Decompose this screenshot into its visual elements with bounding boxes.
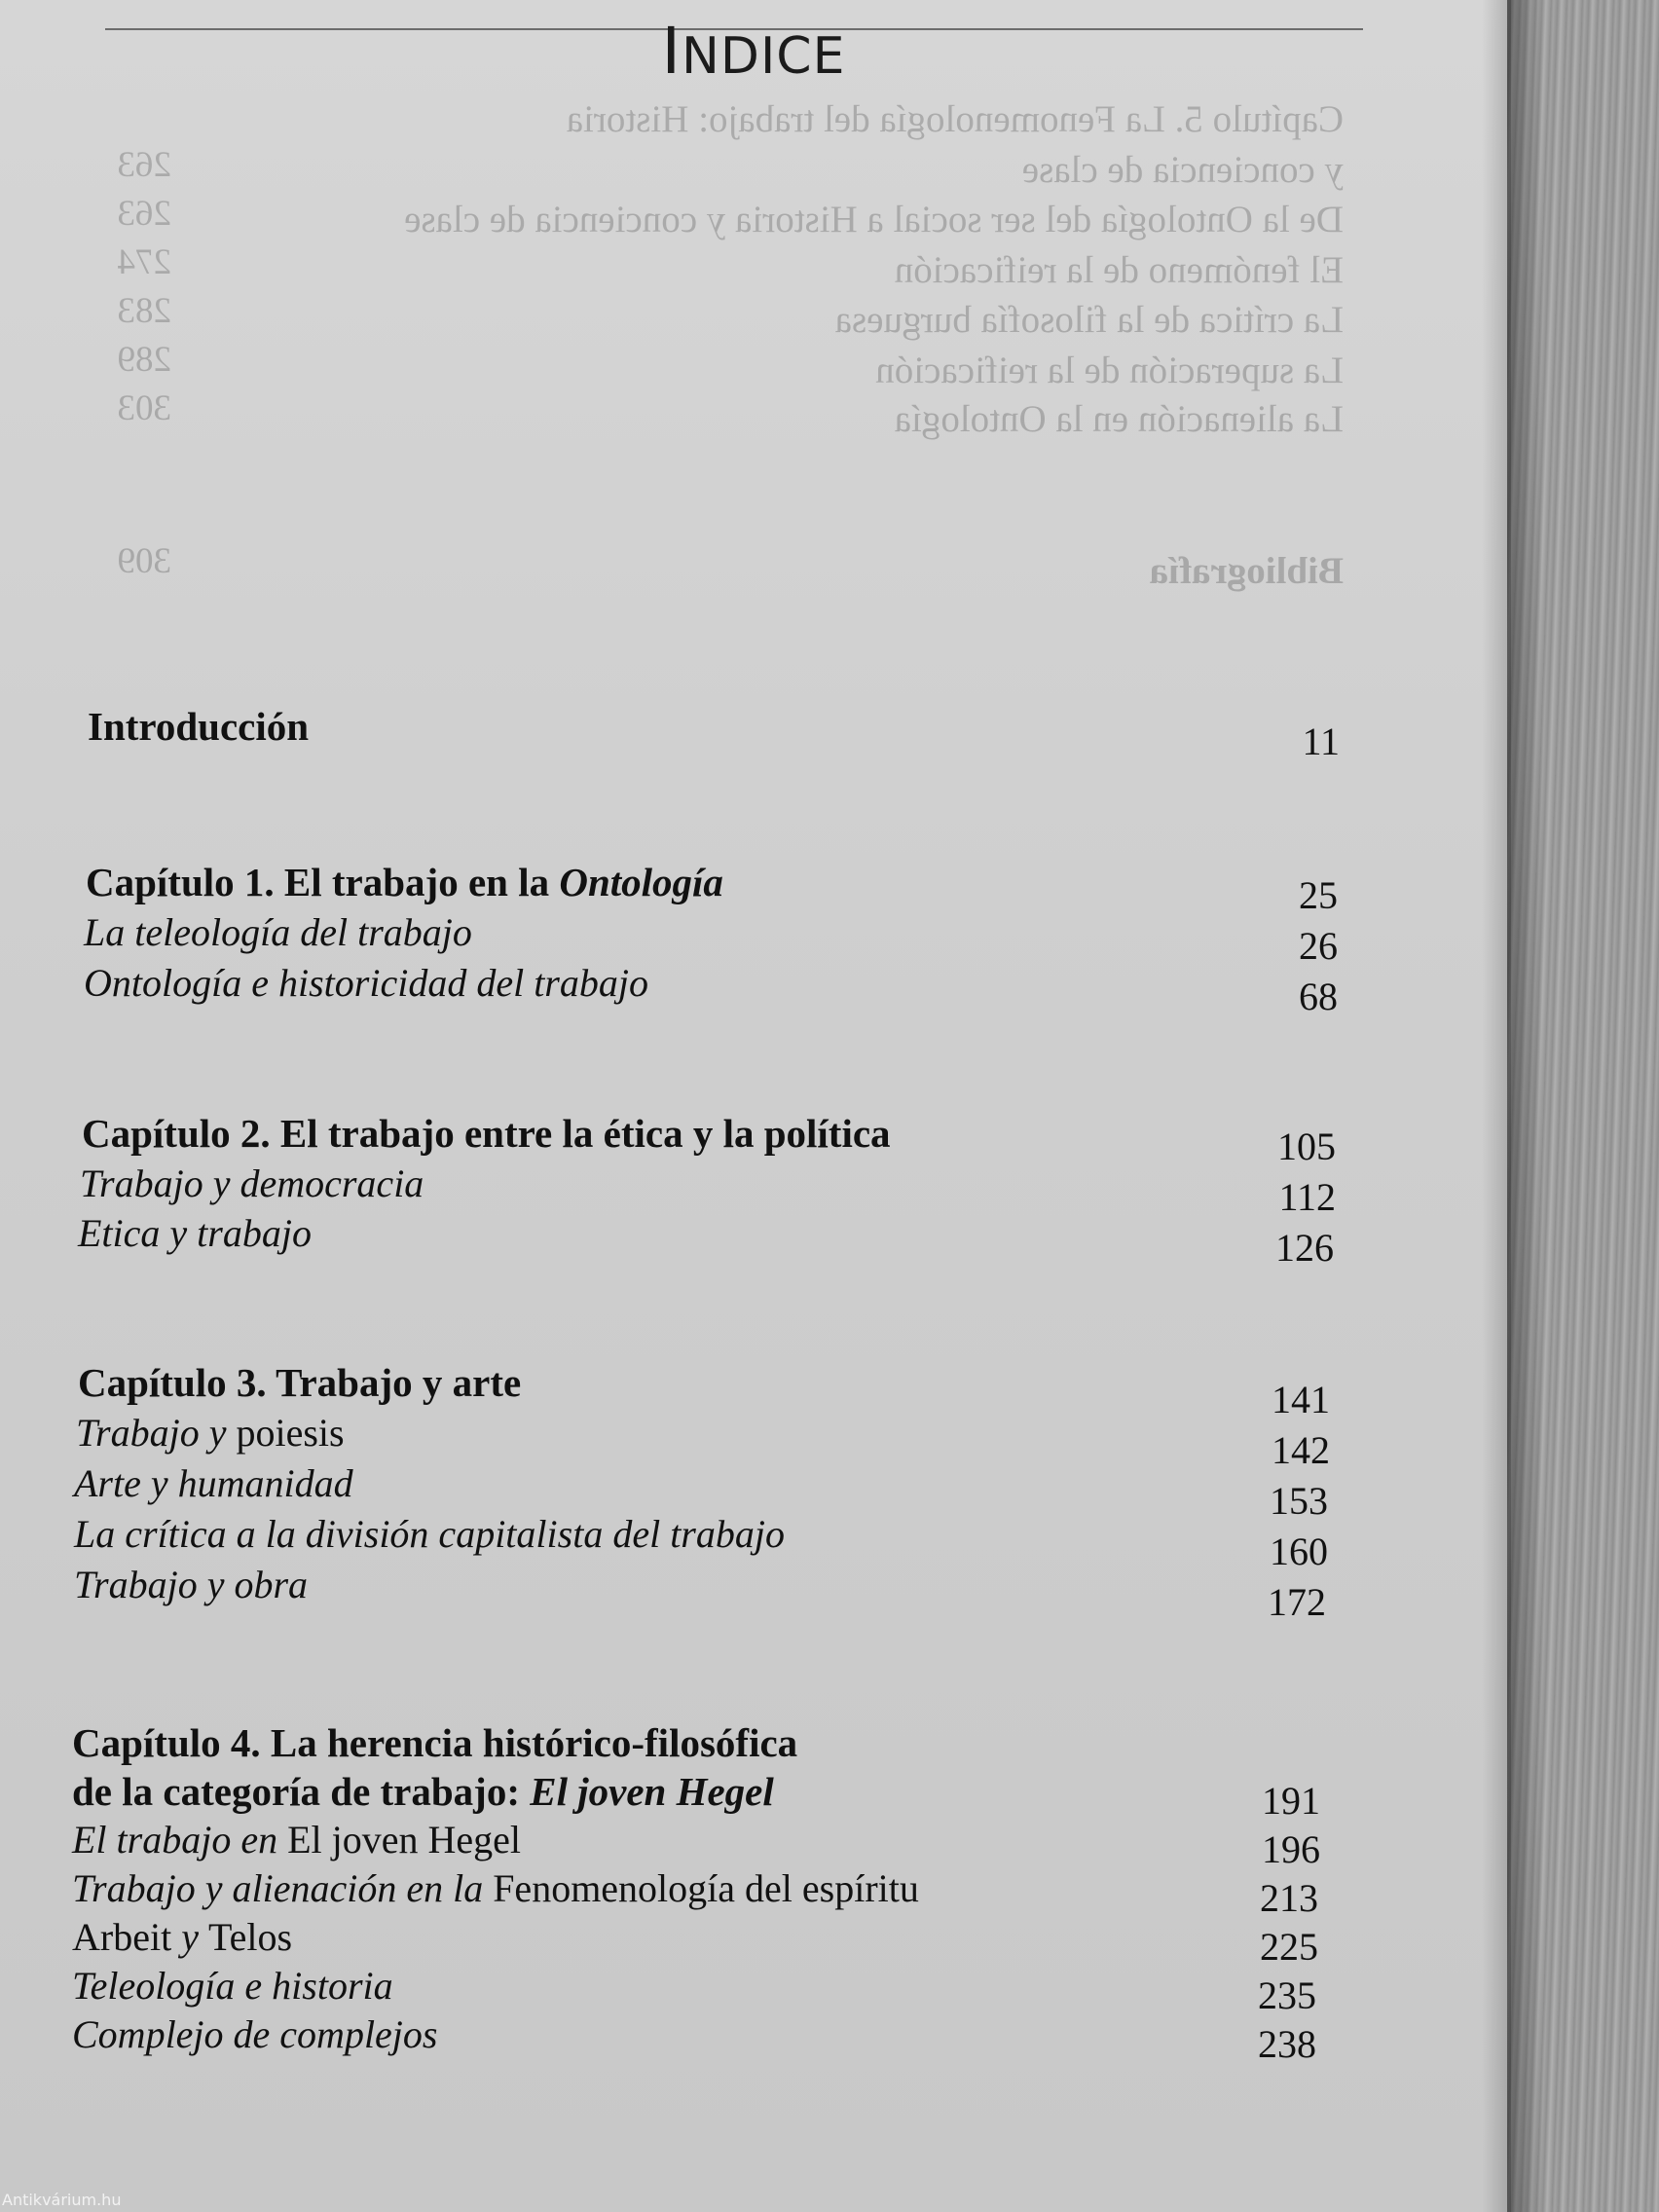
ghost-line: La alienación en la Ontología: [894, 398, 1344, 440]
toc-section-page: 160: [1270, 1530, 1328, 1573]
ghost-page: 263: [117, 145, 171, 185]
ghost-page: 263: [117, 194, 171, 234]
toc-section-title: [72, 1914, 292, 1960]
toc-intro-title: Introducción: [88, 704, 310, 749]
toc-intro-page: 11: [1302, 719, 1340, 763]
ghost-line: De la Ontología del ser social a Historia y conciencia de clase: [404, 199, 1344, 240]
toc-section-title-a: Arbeit: [72, 1915, 172, 1959]
ghost-line: La crítica de la filosofía burguesa: [834, 299, 1344, 341]
toc-chapter-3-page: 141: [1272, 1378, 1330, 1421]
toc-section-title-b: El joven Hegel: [287, 1818, 522, 1862]
toc-section-title-c: Telos: [207, 1915, 293, 1959]
toc-section-page: 225: [1260, 1925, 1318, 1969]
ghost-line: Bibliografía: [1149, 550, 1344, 592]
toc-section-title: Ontología e historicidad del trabajo: [84, 961, 648, 1005]
ghost-page: 303: [117, 388, 171, 428]
toc-chapter-1-page: 25: [1299, 873, 1338, 917]
ghost-line: y conciencia de clase: [1021, 149, 1344, 191]
toc-section-title: [72, 1817, 521, 1862]
toc-section-title: [72, 1865, 919, 1911]
toc-section-title: Arte y humanidad: [74, 1461, 353, 1505]
toc-chapter-3-title: Capítulo 3. Trabajo y arte: [78, 1360, 522, 1405]
toc-section-page: 142: [1272, 1428, 1330, 1472]
toc-chapter-4-page: 191: [1262, 1779, 1320, 1823]
toc-section-title-b: y: [171, 1915, 208, 1959]
toc-section-title: La teleología del trabajo: [84, 910, 472, 954]
toc-section-page: 238: [1258, 2022, 1316, 2066]
ghost-line: La superación de la reificación: [875, 350, 1344, 391]
toc-chapter-1-title-a: Capítulo 1. El trabajo en la: [86, 860, 560, 904]
ghost-page: 309: [117, 541, 171, 581]
ghost-page: 289: [117, 340, 171, 380]
toc-section-title: Trabajo y obra: [74, 1563, 309, 1606]
page-title-initial: I: [661, 14, 682, 89]
toc-section-page: 68: [1299, 975, 1338, 1018]
toc-chapter-4-title-line2: [72, 1768, 774, 1815]
toc-section-title: [76, 1410, 345, 1456]
toc-chapter-1-title: [86, 859, 723, 905]
toc-section-page: 112: [1278, 1175, 1336, 1219]
toc-section-page: 172: [1268, 1580, 1326, 1624]
toc-section-page: 213: [1260, 1876, 1318, 1920]
toc-chapter-4-title-line2-b: El joven Hegel: [530, 1769, 774, 1814]
toc-section-page: 235: [1258, 1973, 1316, 2017]
toc-section-page: 153: [1270, 1479, 1328, 1523]
toc-chapter-4-title-line2-a: de la categoría de trabajo:: [72, 1769, 531, 1814]
ghost-page: 283: [117, 291, 171, 331]
toc-chapter-2-title: Capítulo 2. El trabajo entre la ética y la política: [82, 1111, 891, 1156]
toc-chapter-1-title-b: Ontología: [559, 860, 723, 904]
toc-section-title: Complejo de complejos: [72, 2012, 438, 2056]
toc-chapter-4-title-line1: Capítulo 4. La herencia histórico-filosófica: [72, 1720, 798, 1765]
page-title: [0, 14, 1507, 89]
watermark: Antikvárium.hu: [2, 2191, 122, 2209]
toc-section-title: Etica y trabajo: [78, 1211, 312, 1255]
toc-section-title: Teleología e historia: [72, 1964, 393, 2008]
toc-section-page: 196: [1262, 1827, 1320, 1871]
toc-section-page: 126: [1275, 1226, 1334, 1270]
toc-section-page: 26: [1299, 924, 1338, 968]
toc-section-title-a: Trabajo y: [76, 1411, 237, 1455]
bleed-through-text: [0, 0, 1507, 623]
ghost-line: Capítulo 5. La Fenomenología del trabajo: Historia: [566, 98, 1344, 140]
toc-section-title: Trabajo y democracia: [80, 1161, 424, 1205]
toc-section-title-a: Trabajo y alienación en la: [72, 1866, 494, 1910]
toc-section-title: La crítica a la división capitalista del trabajo: [74, 1512, 785, 1556]
table-shadow: [1504, 0, 1659, 2212]
ghost-page: 274: [117, 242, 171, 282]
toc-chapter-2-page: 105: [1277, 1124, 1336, 1168]
toc-section-title-b: poiesis: [236, 1411, 345, 1455]
ghost-line: El fenómeno de la reificación: [894, 249, 1344, 291]
toc-section-title-a: El trabajo en: [72, 1818, 288, 1862]
toc-section-title-b: Fenomenología del espíritu: [493, 1866, 919, 1910]
page-title-rest: NDICE: [682, 27, 846, 86]
